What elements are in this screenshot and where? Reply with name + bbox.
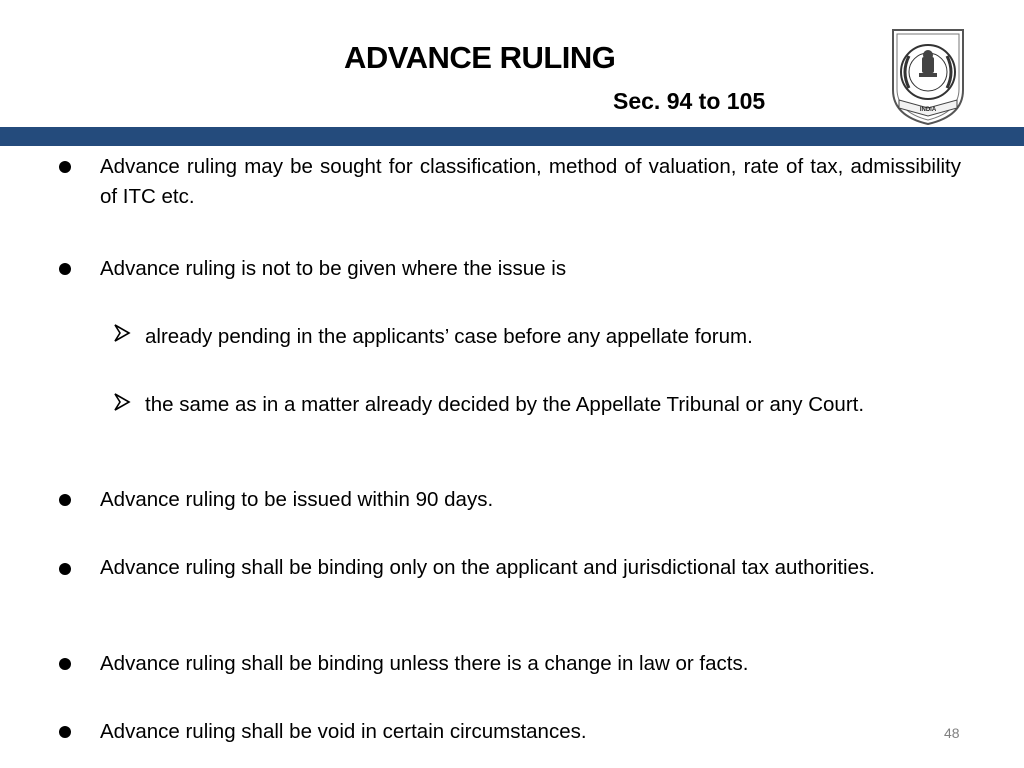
slide-title: ADVANCE RULING [344, 40, 616, 75]
bullet-icon [59, 726, 71, 738]
bullet-point-classification [100, 152, 961, 212]
bullet-icon [59, 161, 71, 173]
bullet-point-change-in-law [100, 649, 961, 679]
bullet-text: Advance ruling is not to be given where the issue is [100, 257, 567, 280]
bullet-text: Advance ruling to be issued within 90 days. [100, 488, 494, 511]
sub-point-text: the same as in a matter already decided by the Appellate Tribunal or any Court. [145, 393, 865, 416]
bullet-text: Advance ruling may be sought for classification, method of valuation, rate of tax, admissibility of ITC etc. [100, 155, 961, 208]
bullet-icon [59, 563, 71, 575]
page-number: 48 [944, 725, 960, 741]
bullet-point-not-given [100, 254, 961, 284]
bullet-icon [59, 263, 71, 275]
sub-point-pending [145, 322, 961, 352]
bullet-text: Advance ruling shall be binding only on the applicant and jurisdictional tax authorities. [100, 556, 875, 579]
slide-subtitle: Sec. 94 to 105 [613, 88, 766, 114]
bullet-point-binding-applicant [100, 554, 961, 582]
svg-text:INDIA: INDIA [919, 107, 937, 113]
sub-point-text: already pending in the applicants’ case before any appellate forum. [145, 325, 753, 348]
bullet-icon [59, 658, 71, 670]
bullet-text: Advance ruling shall be binding unless there is a change in law or facts. [100, 652, 749, 675]
bullet-point-void [100, 717, 961, 747]
bullet-text: Advance ruling shall be void in certain circumstances. [100, 720, 587, 743]
arrow-bullet-icon [112, 323, 132, 343]
sub-point-already-decided [145, 391, 961, 419]
bullet-point-90-days [100, 485, 961, 515]
bullet-icon [59, 494, 71, 506]
arrow-bullet-icon [112, 392, 132, 412]
